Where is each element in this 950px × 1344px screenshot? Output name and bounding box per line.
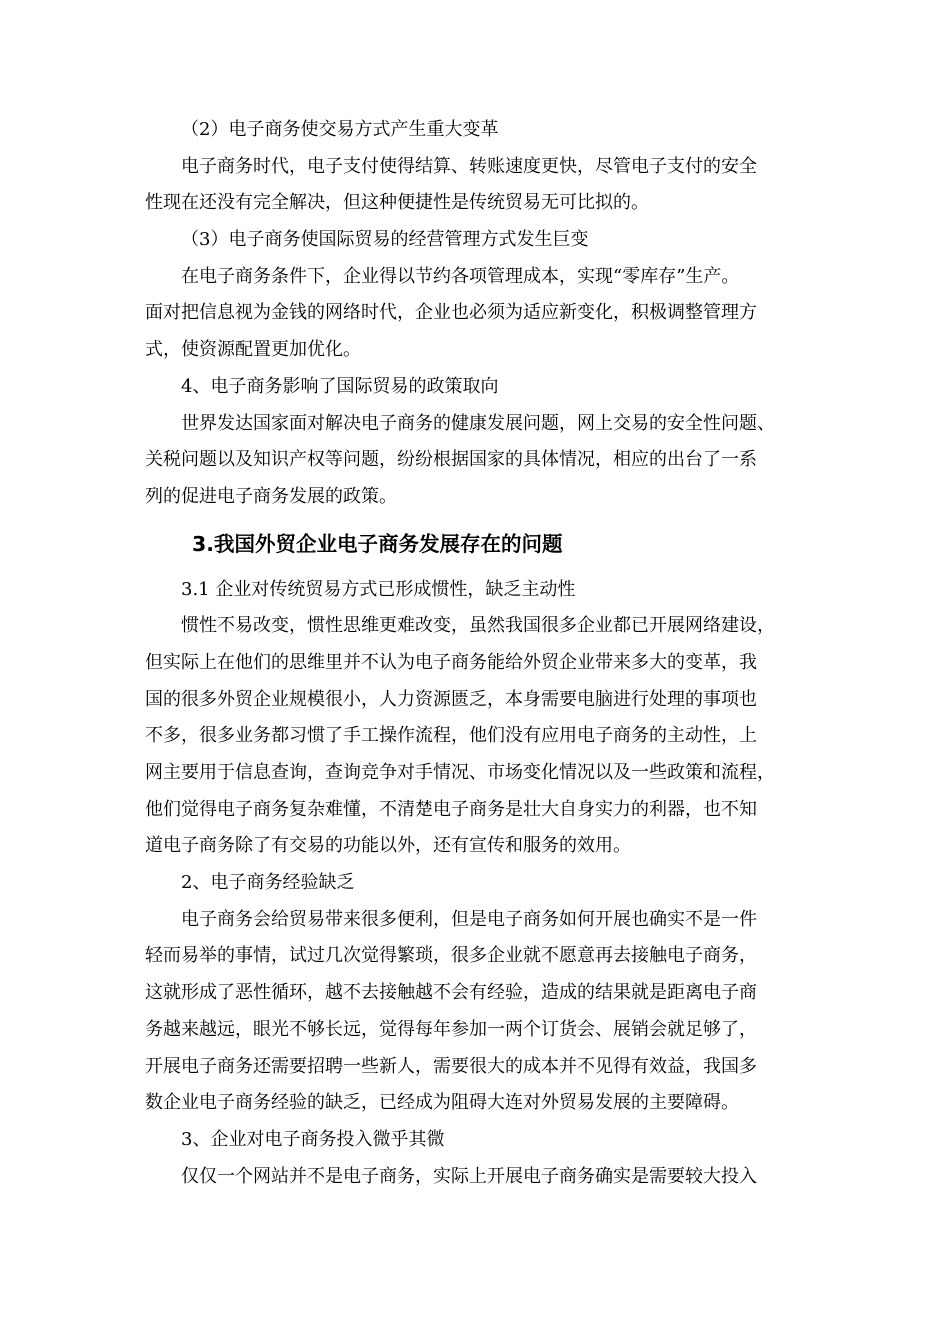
paragraph-line: 世界发达国家面对解决电子商务的健康发展问题，网上交易的安全性问题、 [181, 412, 775, 434]
paragraph-line: 式，使资源配置更加优化。 [145, 339, 361, 361]
chapter-heading: 3.我国外贸企业电子商务发展存在的问题 [192, 531, 563, 556]
section-subheading: 4、电子商务影响了国际贸易的政策取向 [181, 375, 499, 397]
paragraph [145, 149, 810, 222]
paragraph-line: 电子商务时代，电子支付使得结算、转账速度更快，尽管电子支付的安全 [181, 155, 757, 177]
paragraph-line: 面对把信息视为金钱的网络时代，企业也必须为适应新变化，积极调整管理方 [145, 302, 757, 324]
paragraph-line: 列的促进电子商务发展的政策。 [145, 485, 397, 507]
paragraph-line: 网主要用于信息查询，查询竞争对手情况、市场变化情况以及一些政策和流程， [145, 762, 775, 783]
paragraph-line: 务越来越远，眼光不够长远，觉得每年参加一两个订货会、展销会就足够了， [145, 1018, 757, 1040]
paragraph-line: 轻而易举的事情，试过几次觉得繁琐，很多企业就不愿意再去接触电子商务， [145, 945, 757, 967]
document-body [145, 112, 810, 1195]
paragraph-line: 电子商务会给贸易带来很多便利，但是电子商务如何开展也确实不是一件 [181, 908, 757, 930]
paragraph [145, 259, 810, 369]
section-subheading: 3.1 企业对传统贸易方式已形成惯性，缺乏主动性 [181, 578, 576, 600]
paragraph-line: 仅仅一个网站并不是电子商务，实际上开展电子商务确实是需要较大投入 [181, 1165, 757, 1187]
paragraph-line: 在电子商务条件下，企业得以节约各项管理成本，实现“零库存”生产。 [181, 265, 740, 287]
paragraph-line: 关税问题以及知识产权等问题，纷纷根据国家的具体情况，相应的出台了一系 [145, 449, 757, 471]
paragraph [145, 608, 810, 865]
paragraph-line: 国的很多外贸企业规模很小，人力资源匮乏，本身需要电脑进行处理的事项也 [145, 688, 757, 710]
paragraph-line: 不多，很多业务都习惯了手工操作流程，他们没有应用电子商务的主动性，上 [145, 725, 757, 747]
paragraph-line: 性现在还没有完全解决，但这种便捷性是传统贸易无可比拟的。 [145, 192, 649, 214]
paragraph-line: 但实际上在他们的思维里并不认为电子商务能给外贸企业带来多大的变革，我 [145, 651, 757, 673]
section-subheading: （3）电子商务使国际贸易的经营管理方式发生巨变 [181, 229, 589, 251]
paragraph-line: 数企业电子商务经验的缺乏，已经成为阻碍大连对外贸易发展的主要障碍。 [145, 1092, 739, 1114]
paragraph [145, 902, 810, 1122]
paragraph-line: 开展电子商务还需要招聘一些新人，需要很大的成本并不见得有效益，我国多 [145, 1055, 757, 1077]
paragraph-line: 这就形成了恶性循环，越不去接触越不会有经验，造成的结果就是距离电子商 [145, 982, 757, 1004]
paragraph-line: 惯性不易改变，惯性思维更难改变，虽然我国很多企业都已开展网络建设， [181, 615, 775, 637]
paragraph [145, 406, 810, 516]
section-subheading: （2）电子商务使交易方式产生重大变革 [181, 119, 499, 140]
paragraph-line: 他们觉得电子商务复杂难懂，不清楚电子商务是壮大自身实力的利器，也不知 [145, 798, 757, 820]
section-subheading: 2、电子商务经验缺乏 [181, 872, 355, 894]
paragraph-line: 道电子商务除了有交易的功能以外，还有宣传和服务的效用。 [145, 835, 631, 857]
paragraph [145, 1159, 810, 1196]
section-subheading: 3、企业对电子商务投入微乎其微 [181, 1128, 445, 1150]
